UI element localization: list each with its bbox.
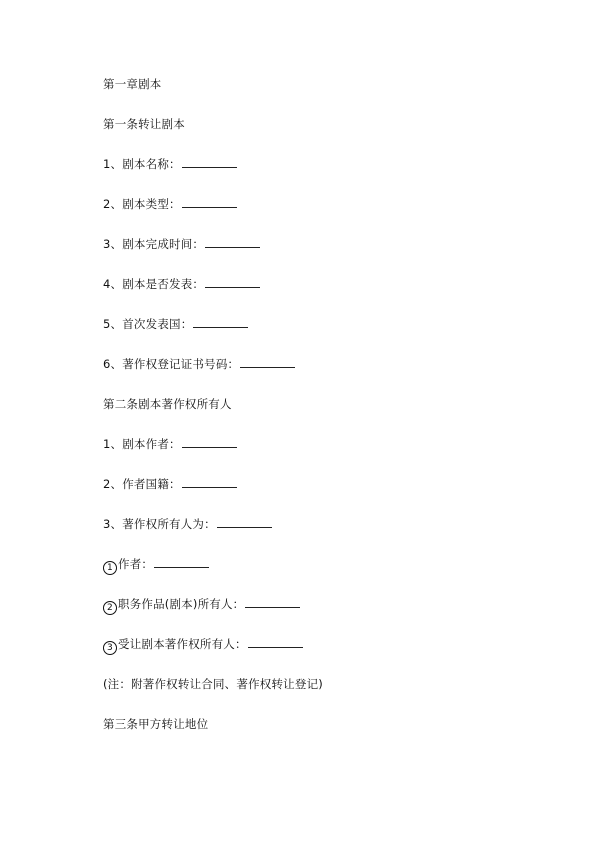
- circled-number: 3: [103, 641, 117, 655]
- item-label: 5、首次发表国：: [103, 317, 193, 331]
- fill-blank: [245, 596, 300, 608]
- article-2-subitem-1: [103, 556, 209, 575]
- item-label: 4、剧本是否发表：: [103, 277, 205, 291]
- article-2-item-1: [103, 436, 237, 452]
- article-2-title: 第二条剧本著作权所有人: [103, 397, 232, 411]
- item-label: 3、著作权所有人为：: [103, 517, 216, 531]
- fill-blank: [182, 196, 237, 208]
- subitem-label: 作者：: [118, 557, 154, 571]
- chapter-title: 第一章剧本: [103, 77, 162, 91]
- fill-blank: [182, 476, 237, 488]
- item-label: 2、剧本类型：: [103, 197, 181, 211]
- article-2-item-3: [103, 516, 272, 532]
- subitem-label: 职务作品(剧本)所有人：: [118, 597, 245, 611]
- item-label: 1、剧本作者：: [103, 437, 181, 451]
- item-label: 1、剧本名称：: [103, 157, 181, 171]
- item-label: 6、著作权登记证书号码：: [103, 357, 240, 371]
- fill-blank: [182, 436, 237, 448]
- article-1-item-4: [103, 276, 260, 292]
- article-1-item-1: [103, 156, 237, 172]
- fill-blank: [193, 316, 248, 328]
- article-1-item-2: [103, 196, 237, 212]
- article-1-item-5: [103, 316, 248, 332]
- article-2-note: (注：附著作权转让合同、著作权转让登记): [103, 677, 323, 691]
- fill-blank: [154, 556, 209, 568]
- fill-blank: [240, 356, 295, 368]
- subitem-label: 受让剧本著作权所有人：: [118, 637, 247, 651]
- article-1-title: 第一条转让剧本: [103, 117, 185, 131]
- article-1-item-3: [103, 236, 260, 252]
- article-2-item-2: [103, 476, 237, 492]
- fill-blank: [205, 276, 260, 288]
- fill-blank: [182, 156, 237, 168]
- item-label: 2、作者国籍：: [103, 477, 181, 491]
- circled-number: 1: [103, 561, 117, 575]
- article-3-title: 第三条甲方转让地位: [103, 717, 209, 731]
- item-label: 3、剧本完成时间：: [103, 237, 205, 251]
- fill-blank: [205, 236, 260, 248]
- circled-number: 2: [103, 601, 117, 615]
- fill-blank: [248, 636, 303, 648]
- article-1-item-6: [103, 356, 295, 372]
- article-2-subitem-2: [103, 596, 300, 615]
- article-2-subitem-3: [103, 636, 303, 655]
- fill-blank: [217, 516, 272, 528]
